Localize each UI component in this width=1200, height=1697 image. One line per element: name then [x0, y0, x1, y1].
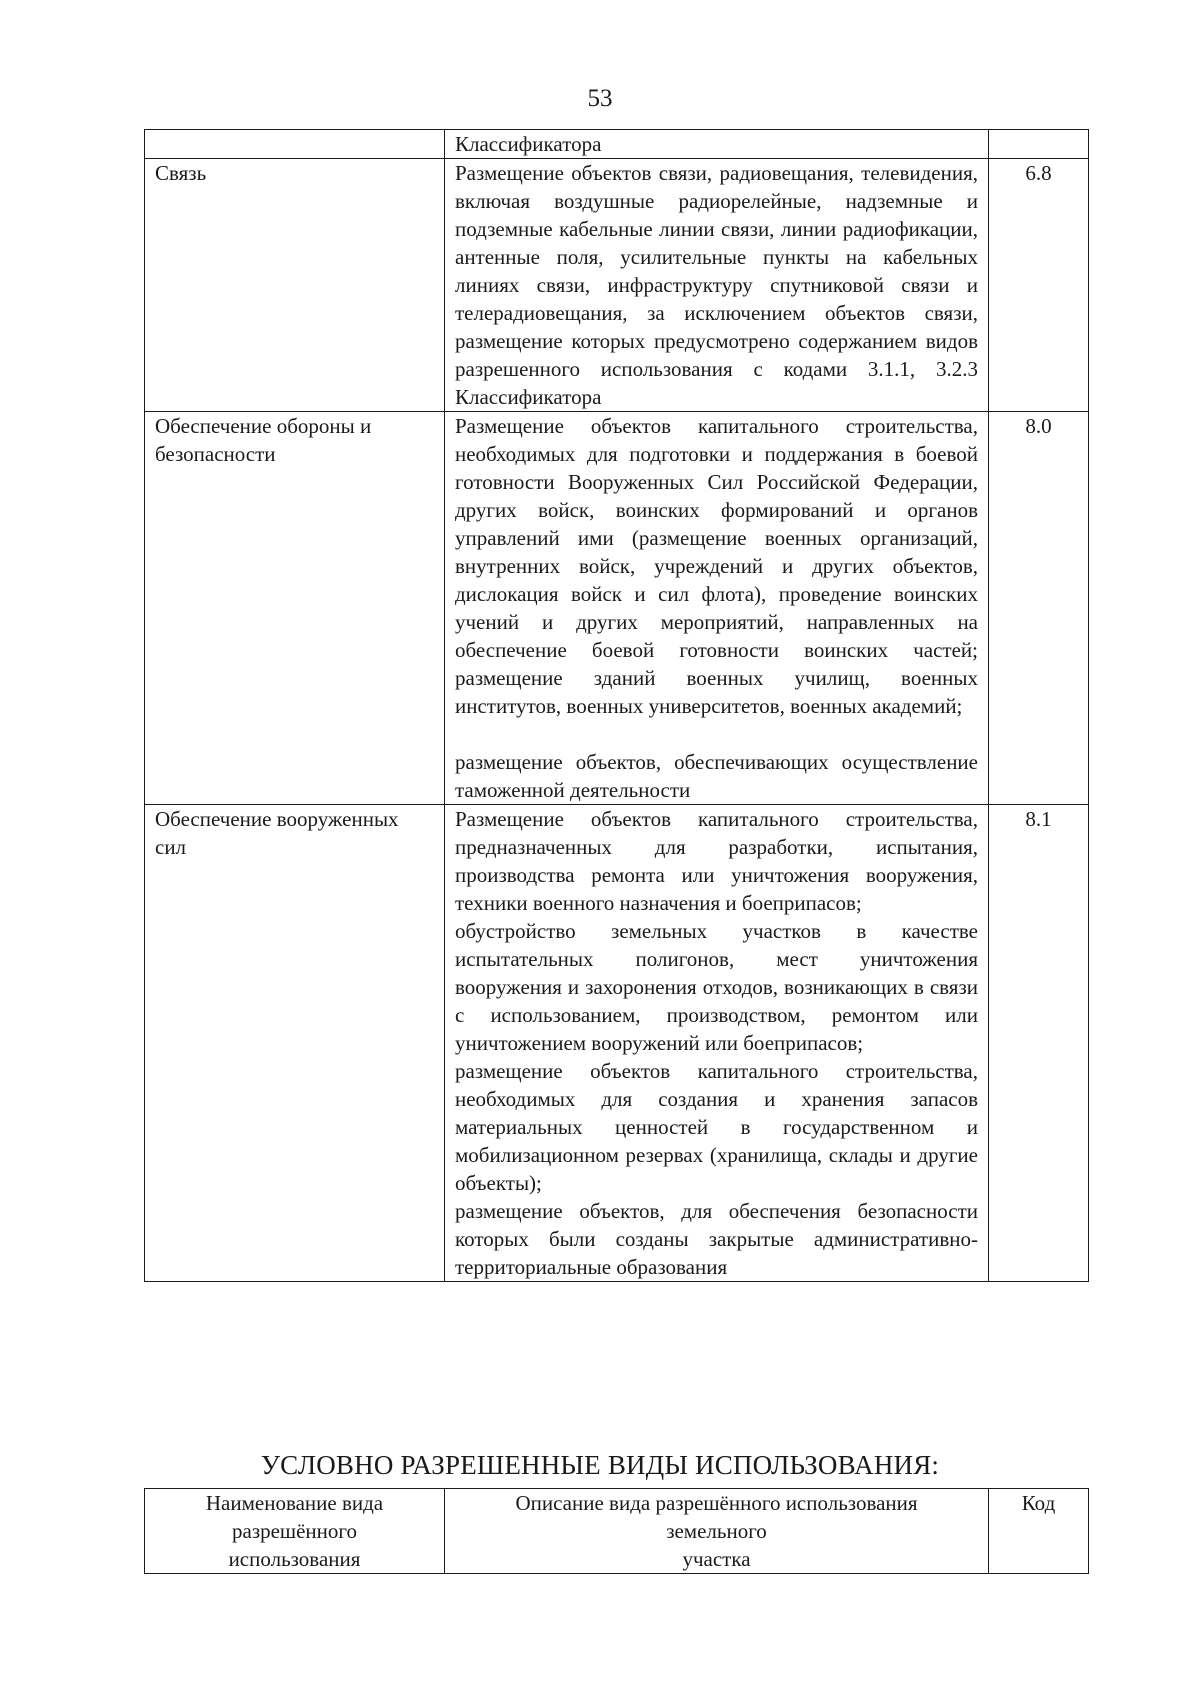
- description-paragraph: размещение объектов, для обеспечения безопасности которых были созданы закрытые административно-территориальные образования: [455, 1199, 978, 1279]
- section-title: УСЛОВНО РАЗРЕШЕННЫЕ ВИДЫ ИСПОЛЬЗОВАНИЯ:: [260, 1450, 940, 1480]
- use-name-cell: Связь: [145, 159, 445, 412]
- land-use-table: [144, 129, 1089, 1282]
- description-paragraph: размещение объектов капитального строительства, необходимых для создания и хранения запасов материальных ценностей в государственном и мобилизационном резервах (хранилища, склады и другие объекты);: [455, 1059, 978, 1195]
- table-row: [145, 159, 1089, 412]
- header-line: Код: [1021, 1491, 1056, 1515]
- use-description-cell: [445, 412, 989, 805]
- header-line: Описание вида разрешённого использования: [515, 1491, 918, 1515]
- description-paragraph: Размещение объектов капитального строительства, необходимых для подготовки и поддержания в боевой готовности Вооруженных Сил Российской Федерации, других войск, воинских формирований и органов управлений ими (размещение военных организаций, внутренних войск, учреждений и других объектов, дислокация войск и сил флота), проведение воинских учений и других мероприятий, направленных на обеспечение боевой готовности воинских частей; размещение зданий военных училищ, военных институтов, военных университетов, военных академий;: [455, 414, 978, 718]
- page-number: 53: [587, 85, 613, 112]
- description-paragraph: размещение объектов, обеспечивающих осуществление таможенной деятельности: [455, 750, 978, 802]
- use-code-cell: [989, 130, 1089, 159]
- header-code-column: [989, 1489, 1089, 1574]
- description-paragraph: Размещение объектов капитального строительства, предназначенных для разработки, испытания, производства ремонта или уничтожения вооружения, техники военного назначения и боеприпасов;: [455, 807, 978, 915]
- use-code-cell: 8.1: [989, 805, 1089, 1282]
- header-line: разрешённого: [232, 1519, 357, 1543]
- header-row: [145, 1489, 1089, 1574]
- table-row: [145, 412, 1089, 805]
- use-name-cell: Обеспечение обороны и безопасности: [145, 412, 445, 805]
- table-row: [145, 130, 1089, 159]
- use-name-cell: Обеспечение вооруженных сил: [145, 805, 445, 1282]
- paragraph-gap: [455, 720, 978, 748]
- description-paragraph: обустройство земельных участков в качестве испытательных полигонов, мест уничтожения вооружения и захоронения отходов, возникающих в связи с использованием, производством, ремонтом или уничтожением вооружений или боеприпасов;: [455, 919, 978, 1055]
- description-paragraph: Размещение объектов связи, радиовещания, телевидения, включая воздушные радиорелейные, надземные и подземные кабельные линии связи, линии радиофикации, антенные поля, усилительные пункты на кабельных линиях связи, инфраструктуру спутниковой связи и телерадиовещания, за исключением объектов связи, размещение которых предусмотрено содержанием видов разрешенного использования с кодами 3.1.1, 3.2.3 Классификатора: [455, 161, 978, 409]
- header-name-column: [145, 1489, 445, 1574]
- conditional-use-table-header: [144, 1488, 1089, 1574]
- use-code-cell: 6.8: [989, 159, 1089, 412]
- header-line: Наименование вида: [205, 1491, 384, 1515]
- use-description-cell: [445, 159, 989, 412]
- use-code-cell: 8.0: [989, 412, 1089, 805]
- header-line: использования: [228, 1547, 361, 1571]
- use-description-cell: [445, 130, 989, 159]
- description-paragraph: Классификатора: [455, 132, 602, 156]
- table-row: [145, 805, 1089, 1282]
- header-line: земельного: [666, 1519, 767, 1543]
- header-description-column: [445, 1489, 989, 1574]
- use-name-cell: [145, 130, 445, 159]
- use-description-cell: [445, 805, 989, 1282]
- header-line: участка: [682, 1547, 751, 1571]
